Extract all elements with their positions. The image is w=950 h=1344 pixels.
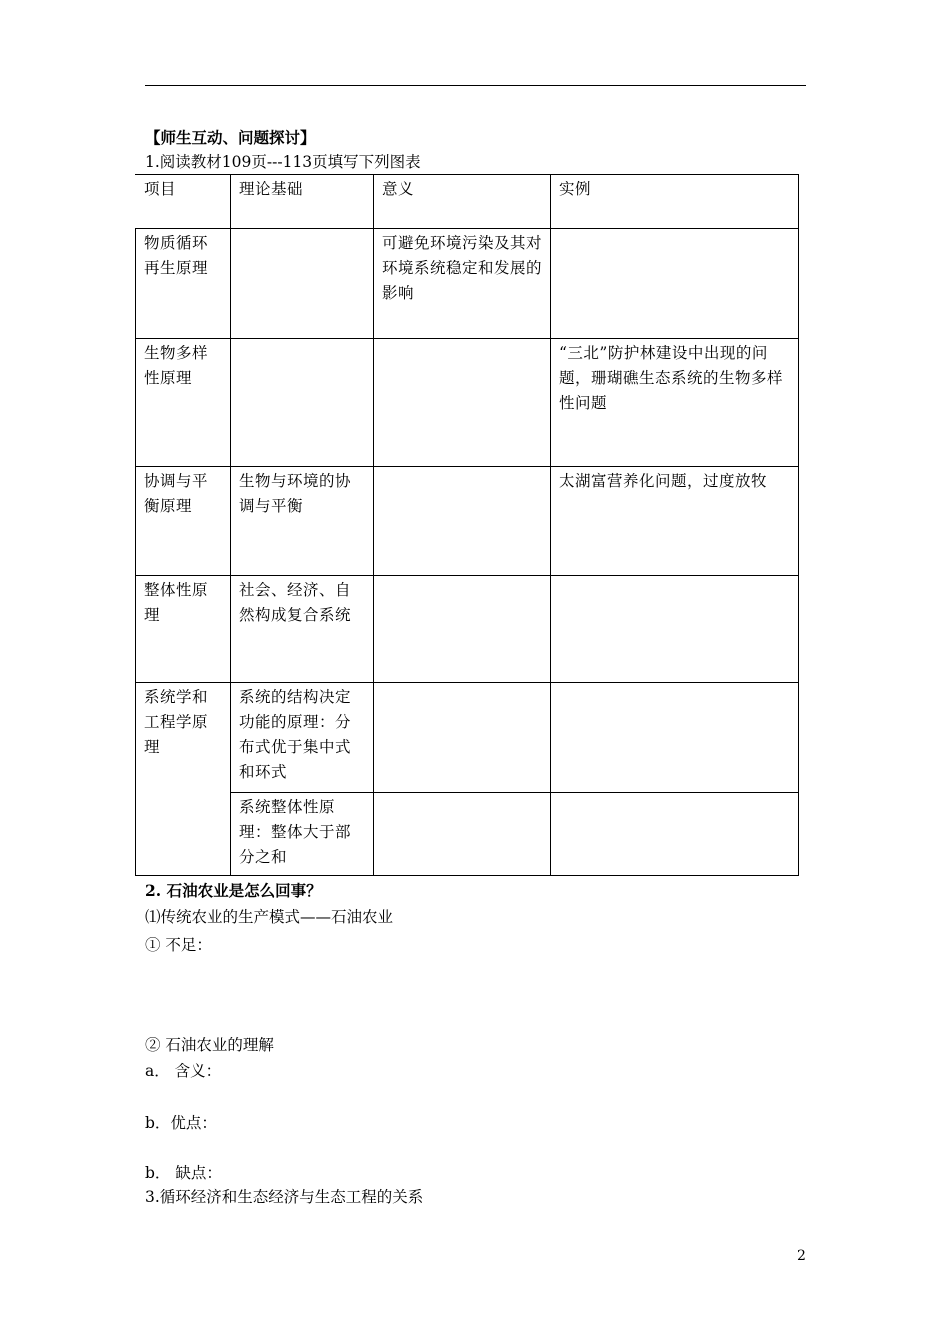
- table-row: [136, 793, 799, 876]
- row-item: 物质循环再生原理: [136, 229, 231, 339]
- question-3: 3.循环经济和生态经济与生态工程的关系: [145, 1188, 424, 1206]
- row-example: [551, 683, 799, 793]
- row-basis: 社会、经济、自然构成复合系统: [231, 576, 374, 683]
- table-row: [136, 467, 799, 576]
- row-basis: 生物与环境的协调与平衡: [231, 467, 374, 576]
- table-row: [136, 229, 799, 339]
- question-2-disadvantage: b． 缺点：: [145, 1164, 222, 1182]
- table-row: [136, 576, 799, 683]
- question-1: 1.阅读教材109页---113页填写下列图表: [145, 153, 421, 171]
- principles-table: [135, 174, 799, 876]
- question-2-sub1: ⑴传统农业的生产模式——石油农业: [145, 908, 394, 926]
- row-basis: [231, 339, 374, 467]
- row-meaning: 可避免环境污染及其对环境系统稳定和发展的影响: [374, 229, 551, 339]
- row-example: “三北”防护林建设中出现的问题，珊瑚礁生态系统的生物多样性问题: [551, 339, 799, 467]
- header-example: 实例: [551, 175, 799, 229]
- row-example: 太湖富营养化问题，过度放牧: [551, 467, 799, 576]
- header-meaning: 意义: [374, 175, 551, 229]
- row-item: 整体性原理: [136, 576, 231, 683]
- row-basis: 系统整体性原理：整体大于部分之和: [231, 793, 374, 876]
- row-example: [551, 576, 799, 683]
- section-heading: 【师生互动、问题探讨】: [145, 128, 316, 147]
- row-basis: [231, 229, 374, 339]
- header-rule: [145, 85, 806, 86]
- header-item: 项目: [136, 175, 231, 229]
- row-item: 生物多样性原理: [136, 339, 231, 467]
- question-2-meaning: a． 含义：: [145, 1062, 222, 1080]
- row-item: 系统学和工程学原理: [136, 683, 231, 876]
- row-basis: 系统的结构决定功能的原理：分布式优于集中式和环式: [231, 683, 374, 793]
- question-2-shortcoming: ① 不足：: [145, 936, 212, 954]
- question-2-understanding: ② 石油农业的理解: [145, 1036, 274, 1054]
- row-meaning: [374, 683, 551, 793]
- row-meaning: [374, 467, 551, 576]
- row-meaning: [374, 339, 551, 467]
- row-example: [551, 229, 799, 339]
- question-2-advantage: b．优点：: [145, 1114, 217, 1132]
- question-2-title: 2. 石油农业是怎么回事？: [145, 881, 322, 900]
- header-basis: 理论基础: [231, 175, 374, 229]
- page-number: 2: [797, 1248, 806, 1264]
- row-meaning: [374, 576, 551, 683]
- row-meaning: [374, 793, 551, 876]
- table-row: [136, 683, 799, 793]
- table-row: [136, 339, 799, 467]
- row-item: 协调与平衡原理: [136, 467, 231, 576]
- row-example: [551, 793, 799, 876]
- table-header-row: [136, 175, 799, 229]
